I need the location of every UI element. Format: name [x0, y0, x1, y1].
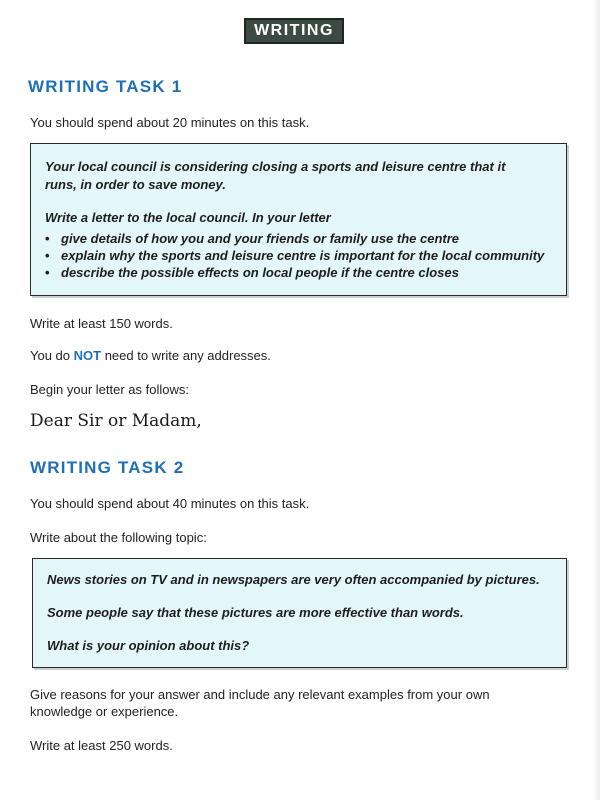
task1-prompt-box — [30, 143, 567, 296]
task1-time-instruction: You should spend about 20 minutes on this task. — [30, 115, 310, 130]
task1-letter-prompt: Write a letter to the local council. In your letter — [45, 210, 331, 225]
task1-bullet-list — [45, 230, 552, 281]
task1-heading: WRITING TASK 1 — [28, 77, 183, 96]
section-title-badge: WRITING — [244, 18, 344, 44]
task2-topic-instruction: Write about the following topic: — [30, 530, 207, 545]
task2-word-count: Write at least 250 words. — [30, 738, 173, 753]
task1-word-count: Write at least 150 words. — [30, 316, 173, 331]
page-edge-shadow — [592, 0, 600, 800]
task2-topic-line2: Some people say that these pictures are more effective than words. — [47, 605, 464, 620]
task1-scenario-line2: runs, in order to save money. — [45, 177, 226, 192]
bullet-item: • explain why the sports and leisure centre is important for the local community — [45, 248, 545, 263]
task2-heading: WRITING TASK 2 — [30, 458, 185, 477]
task2-topic-line3: What is your opinion about this? — [47, 638, 250, 653]
task1-salutation: Dear Sir or Madam, — [30, 411, 202, 431]
bullet-item: • give details of how you and your friends or family use the centre — [45, 231, 460, 246]
task2-time-instruction: You should spend about 40 minutes on this task. — [30, 496, 310, 511]
task1-addresses-note: You do NOT need to write any addresses. — [30, 348, 271, 363]
task2-reasons-instruction: Give reasons for your answer and include any relevant examples from your own knowledge or experience. — [30, 687, 490, 719]
task2-prompt-box — [32, 558, 567, 668]
task1-scenario-line1: Your local council is considering closing a sports and leisure centre that it — [45, 159, 506, 174]
task1-begin-instruction: Begin your letter as follows: — [30, 382, 189, 397]
not-emphasis: NOT — [73, 348, 102, 363]
bullet-item: • describe the possible effects on local people if the centre closes — [45, 265, 459, 280]
task2-topic-line1: News stories on TV and in newspapers are very often accompanied by pictures. — [47, 572, 540, 587]
